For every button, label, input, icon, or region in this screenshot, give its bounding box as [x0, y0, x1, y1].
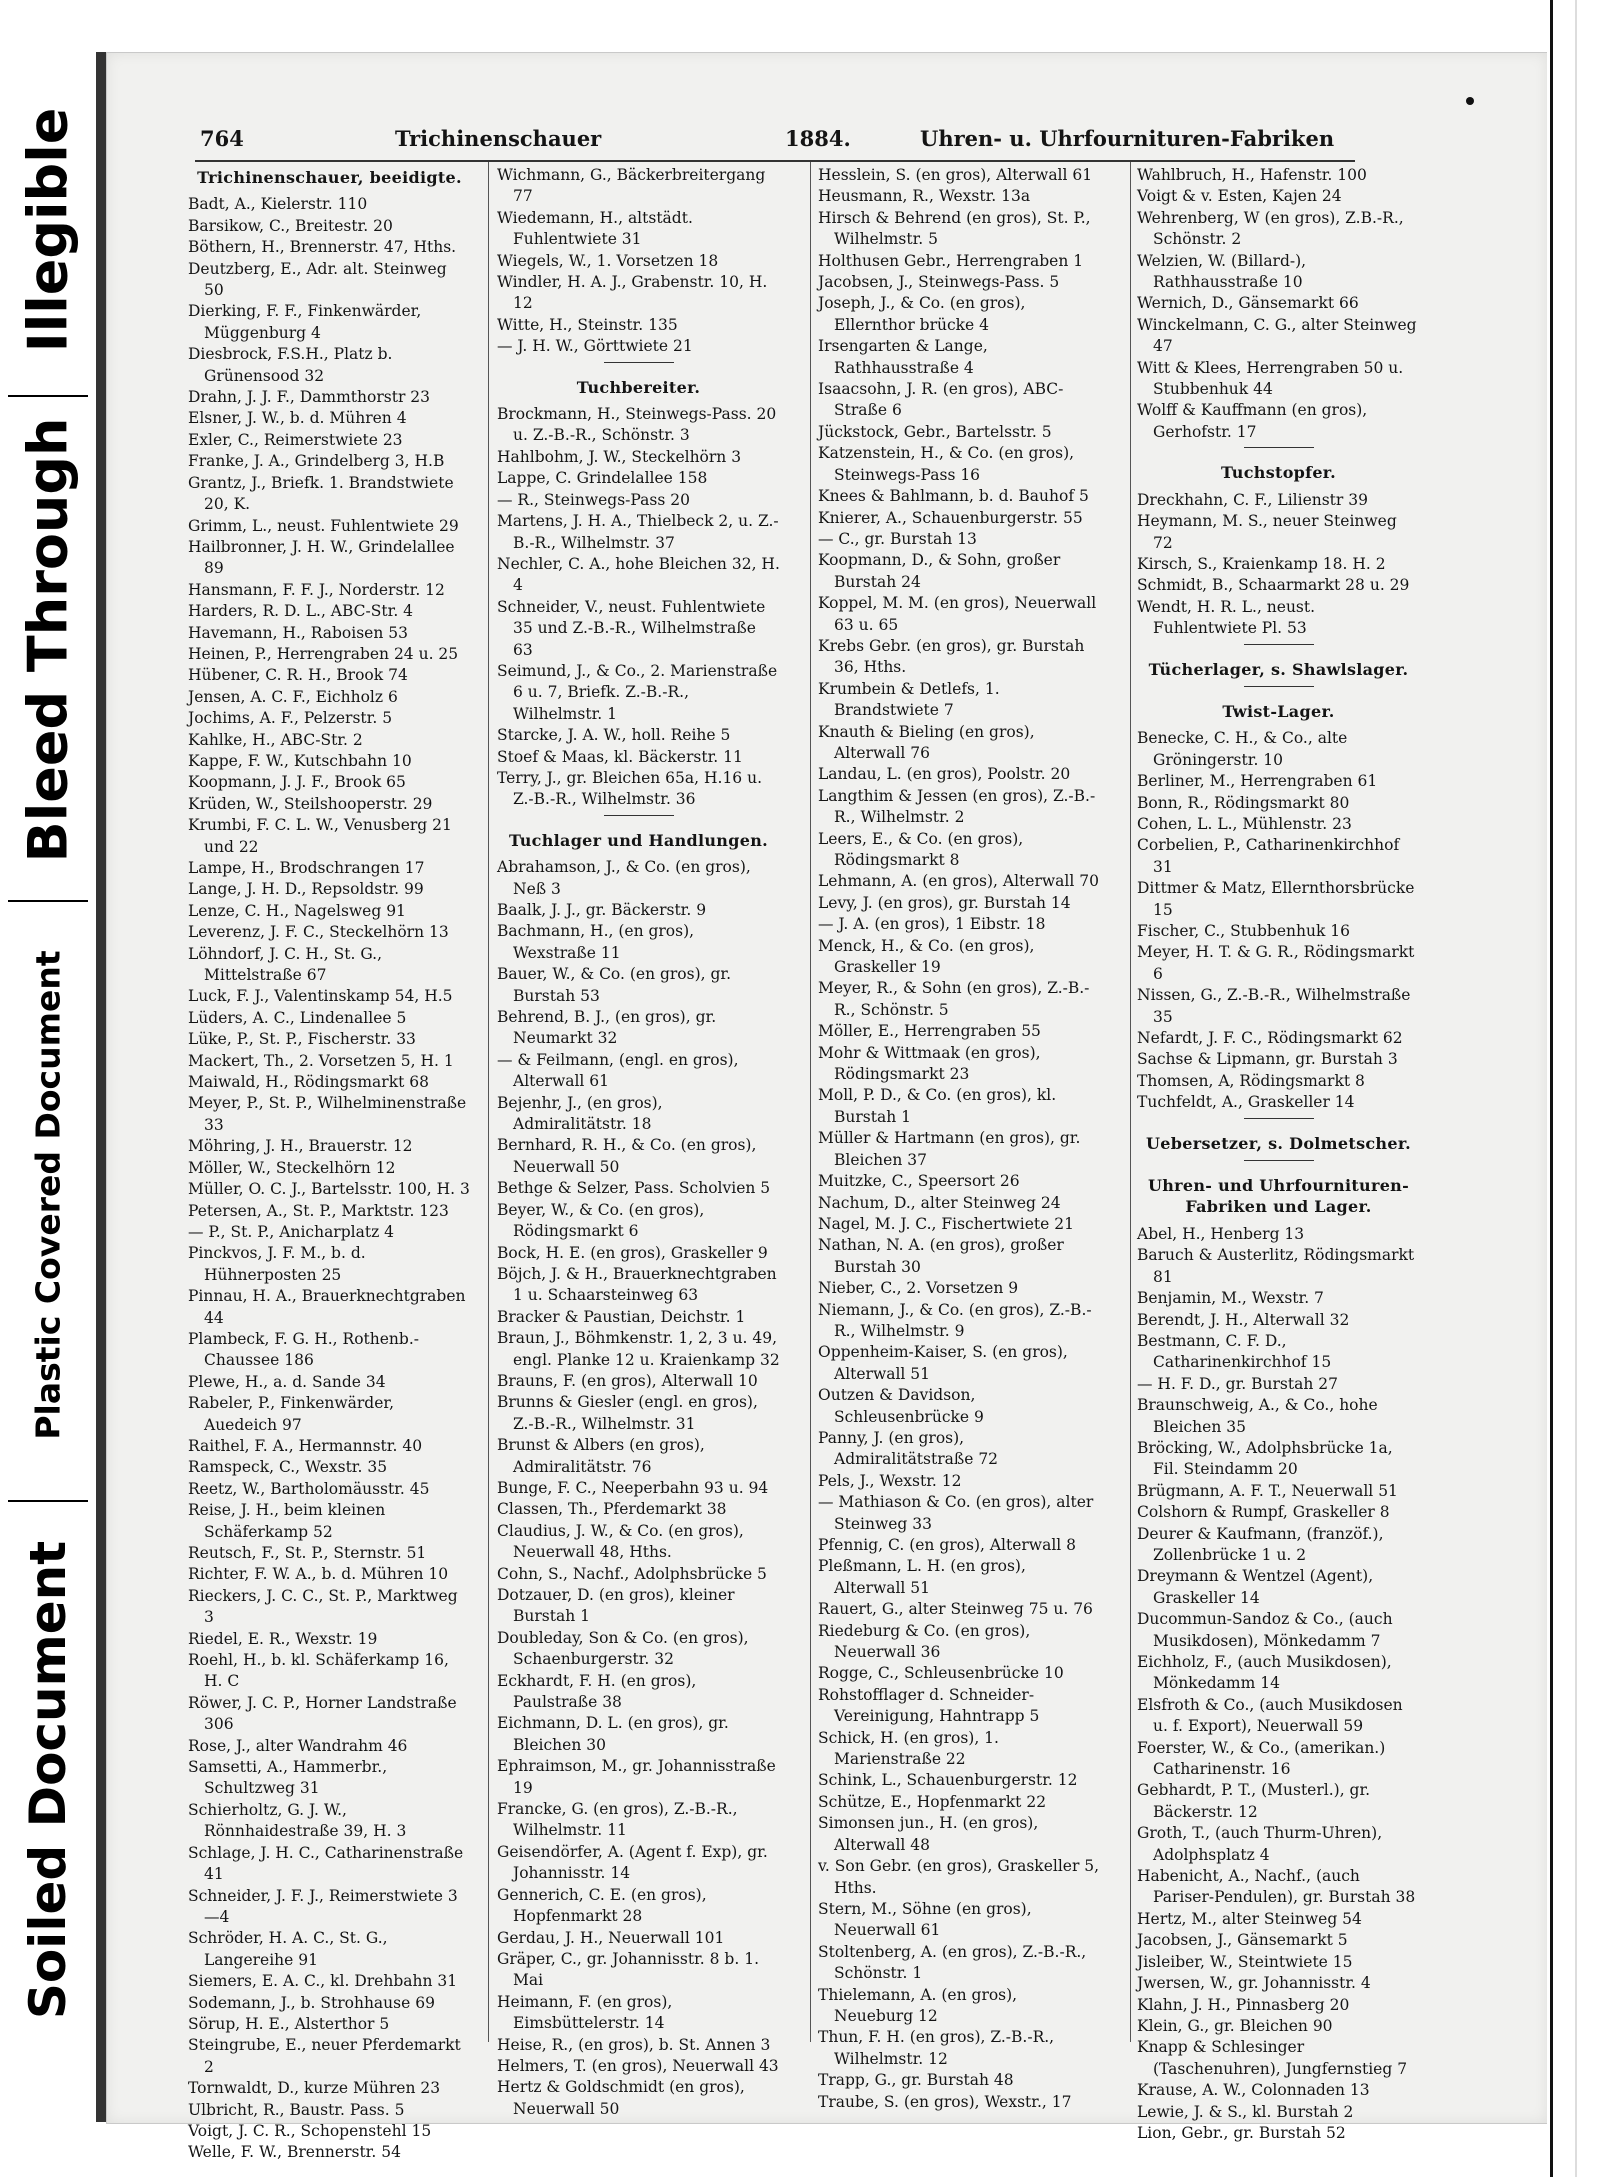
directory-entry: Hesslein, S. (en gros), Alterwall 61 — [818, 166, 1093, 184]
directory-entry: Steingrube, E., neuer Pferdemarkt 2 — [188, 2036, 461, 2076]
directory-entry: Menck, H., & Co. (en gros), Graskeller 19 — [818, 936, 1035, 977]
directory-entry: Berliner, M., Herrengraben 61 — [1137, 772, 1378, 791]
directory-entry: Hirsch & Behrend (en gros), St. P., Wilhelmstr. 5 — [818, 208, 1091, 249]
directory-entry: Brügmann, A. F. T., Neuerwall 51 — [1137, 1481, 1398, 1500]
directory-entry: Gerdau, J. H., Neuerwall 101 — [497, 1928, 725, 1947]
section-title: Tuchstopfer. — [1221, 463, 1336, 483]
directory-entry: Schmidt, B., Schaarmarkt 28 u. 29 — [1137, 576, 1410, 595]
directory-entry: Nathan, N. A. (en gros), großer Burstah 30 — [818, 1236, 1064, 1276]
directory-entry: Jacobsen, J., Gänsemarkt 5 — [1137, 1931, 1348, 1950]
directory-entry: Tuchfeldt, A., Graskeller 14 — [1137, 1093, 1355, 1112]
directory-entry: Möller, E., Herrengraben 55 — [818, 1022, 1041, 1041]
column-3 — [818, 165, 1101, 2111]
directory-entry: Heimann, F. (en gros), Eimsbüttelerstr. 14 — [497, 1992, 673, 2033]
entry-list — [1137, 165, 1420, 443]
directory-entry: Bock, H. E. (en gros), Graskeller 9 — [497, 1243, 768, 1262]
directory-entry: Plewe, H., a. d. Sande 34 — [188, 1372, 386, 1391]
section-rule — [604, 362, 674, 363]
directory-entry: Voigt & v. Esten, Kajen 24 — [1137, 187, 1342, 206]
directory-entry: Braun, J., Böhmkenstr. 1, 2, 3 u. 49, engl. Planke 12 u. Kraienkamp 32 — [497, 1329, 780, 1369]
directory-entry: Rogge, C., Schleusenbrücke 10 — [818, 1664, 1064, 1683]
plastic-covered-label: Plastic Covered Document — [28, 950, 67, 1440]
directory-entry: Bethge & Selzer, Pass. Scholvien 5 — [497, 1179, 771, 1198]
directory-entry: Gräper, C., gr. Johannisstr. 8 b. 1. Mai — [497, 1949, 760, 1990]
directory-entry: Terry, J., gr. Bleichen 65a, H.16 u. Z.-B.-R., Wilhelmstr. 36 — [497, 768, 762, 809]
directory-entry: Jochims, A. F., Pelzerstr. 5 — [188, 709, 393, 728]
section-rule — [1244, 1118, 1314, 1119]
directory-entry: Franke, J. A., Grindelberg 3, H.B — [188, 452, 445, 471]
directory-entry: Grimm, L., neust. Fuhlentwiete 29 — [188, 516, 459, 535]
directory-entry: Krumbein & Detlefs, 1. Brandstwiete 7 — [818, 679, 1000, 720]
directory-entry: Löhndorf, J. C. H., St. G., Mittelstraße 67 — [188, 944, 382, 985]
directory-entry: Brunst & Albers (en gros), Admiralitätstr. 76 — [497, 1436, 705, 1476]
directory-entry: Welle, F. W., Brennerstr. 54 — [188, 2143, 401, 2162]
column-1 — [188, 165, 471, 2162]
directory-entry: Panny, J. (en gros), Admiralitätstraße 72 — [818, 1428, 999, 1469]
directory-entry: Lüders, A. C., Lindenallee 5 — [188, 1008, 407, 1027]
directory-entry: Schink, L., Schauenburgerstr. 12 — [818, 1771, 1078, 1790]
directory-entry: Koopmann, J. J. F., Brook 65 — [188, 773, 406, 792]
directory-entry: Irsengarten & Lange, Rathhausstraße 4 — [818, 337, 988, 377]
directory-entry: Meyer, H. T. & G. R., Rödingsmarkt 6 — [1137, 943, 1415, 983]
scan-right-edge — [1547, 0, 1600, 2177]
directory-entry: Hertz, M., alter Steinweg 54 — [1137, 1909, 1362, 1928]
directory-entry: Nefardt, J. F. C., Rödingsmarkt 62 — [1137, 1029, 1403, 1048]
directory-entry: Holthusen Gebr., Herrengraben 1 — [818, 251, 1084, 270]
directory-entry: Levy, J. (en gros), gr. Burstah 14 — [818, 893, 1071, 912]
directory-entry: — P., St. P., Anicharplatz 4 — [188, 1222, 395, 1241]
directory-entry: Martens, J. H. A., Thielbeck 2, u. Z.-B.-R., Wilhelmstr. 37 — [497, 512, 779, 552]
directory-entry: Wolff & Kauffmann (en gros), Gerhofstr. 17 — [1137, 401, 1368, 441]
directory-entry: Bejenhr, J., (en gros), Admiralitätstr. 18 — [497, 1093, 663, 1134]
directory-entry: Koppel, M. M. (en gros), Neuerwall 63 u. 65 — [818, 594, 1097, 634]
directory-entry: Schneider, V., neust. Fuhlentwiete 35 und Z.-B.-R., Wilhelmstraße 63 — [497, 597, 766, 659]
directory-entry: Bachmann, H., (en gros), Wexstraße 11 — [497, 922, 695, 962]
directory-entry: Welzien, W. (Billard-), Rathhausstraße 10 — [1137, 251, 1307, 292]
directory-entry: Foerster, W., & Co., (amerikan.) Catharinenstr. 16 — [1137, 1738, 1386, 1779]
directory-entry: Pels, J., Wexstr. 12 — [818, 1471, 962, 1490]
directory-entry: — J. H. W., Görttwiete 21 — [497, 337, 693, 356]
directory-entry: Barsikow, C., Breitestr. 20 — [188, 216, 393, 235]
directory-entry: Riedel, E. R., Wexstr. 19 — [188, 1629, 378, 1648]
directory-entry: Kahlke, H., ABC-Str. 2 — [188, 730, 363, 749]
directory-entry: Bunge, F. C., Neeperbahn 93 u. 94 — [497, 1478, 769, 1497]
directory-entry: Krüden, W., Steilshooperstr. 29 — [188, 794, 433, 813]
directory-entry: Sachse & Lipmann, gr. Burstah 3 — [1137, 1050, 1398, 1069]
directory-entry: Meyer, P., St. P., Wilhelminenstraße 33 — [188, 1094, 467, 1134]
directory-entry: Winckelmann, C. G., alter Steinweg 47 — [1137, 315, 1417, 356]
entry-list — [188, 194, 471, 2163]
directory-entry: Drahn, J. J. F., Dammthorstr 23 — [188, 388, 431, 407]
directory-entry: Badt, A., Kielerstr. 110 — [188, 195, 368, 214]
directory-entry: Classen, Th., Pferdemarkt 38 — [497, 1500, 727, 1519]
directory-entry: Samsetti, A., Hammerbr., Schultzweg 31 — [188, 1758, 388, 1798]
directory-entry: Krause, A. W., Colonnaden 13 — [1137, 2081, 1370, 2100]
directory-entry: Bauer, W., & Co. (en gros), gr. Burstah 53 — [497, 965, 732, 1005]
directory-entry: Tornwaldt, D., kurze Mühren 23 — [188, 2079, 441, 2098]
directory-entry: Lappe, C. Grindelallee 158 — [497, 469, 708, 488]
directory-entry: Diesbrock, F.S.H., Platz b. Grünensood 32 — [188, 345, 393, 385]
directory-entry: Gennerich, C. E. (en gros), Hopfenmarkt 28 — [497, 1885, 707, 1926]
section-rule — [1244, 447, 1314, 448]
directory-entry: Krebs Gebr. (en gros), gr. Burstah 36, Hths. — [818, 636, 1085, 677]
directory-entry: Müller, O. C. J., Bartelsstr. 100, H. 3 — [188, 1180, 470, 1199]
directory-entry: Traube, S. (en gros), Wexstr., 17 — [818, 2092, 1072, 2111]
directory-entry: Joseph, J., & Co. (en gros), Ellernthor brücke 4 — [818, 294, 1026, 334]
entry-list — [497, 404, 780, 811]
directory-entry: Schlage, J. H. C., Catharinenstraße 41 — [188, 1843, 464, 1884]
directory-entry: — Mathiason & Co. (en gros), alter Steinweg 33 — [818, 1493, 1094, 1533]
directory-entry: Abel, H., Henberg 13 — [1137, 1224, 1305, 1243]
page-number: 764 — [200, 126, 244, 151]
directory-entry: Möller, W., Steckelhörn 12 — [188, 1158, 396, 1177]
section-title: Trichinenschauer, beeidigte. — [197, 168, 462, 187]
entry-list — [1137, 728, 1420, 1113]
directory-entry: Deutzberg, E., Adr. alt. Steinweg 50 — [188, 259, 447, 300]
directory-entry: — R., Steinwegs-Pass 20 — [497, 490, 690, 509]
directory-entry: — & Feilmann, (engl. en gros), Alterwall 61 — [497, 1050, 739, 1091]
directory-entry: Roehl, H., b. kl. Schäferkamp 16, H. C — [188, 1651, 449, 1691]
directory-entry: Leers, E., & Co. (en gros), Rödingsmarkt 8 — [818, 829, 1024, 869]
directory-entry: Ramspeck, C., Wexstr. 35 — [188, 1458, 388, 1477]
directory-entry: Bernhard, R. H., & Co. (en gros), Neuerwall 50 — [497, 1136, 757, 1176]
directory-entry: Rabeler, P., Finkenwärder, Auedeich 97 — [188, 1394, 395, 1434]
directory-entry: Outzen & Davidson, Schleusenbrücke 9 — [818, 1386, 984, 1426]
directory-entry: Dreckhahn, C. F., Lilienstr 39 — [1137, 490, 1368, 509]
entry-list — [497, 165, 780, 358]
directory-entry: Elsfroth & Co., (auch Musikdosen u. f. Export), Neuerwall 59 — [1137, 1695, 1403, 1736]
directory-entry: Hansmann, F. F. J., Norderstr. 12 — [188, 580, 445, 599]
directory-entry: Pinckvos, J. F. M., b. d. Hühnerposten 25 — [188, 1244, 366, 1284]
directory-entry: Böjch, J. & H., Brauerknechtgraben 1 u. Schaarsteinweg 63 — [497, 1264, 777, 1305]
directory-entry: Colshorn & Rumpf, Graskeller 8 — [1137, 1503, 1390, 1522]
directory-entry: Grantz, J., Briefk. 1. Brandstwiete 20, K. — [188, 473, 454, 514]
directory-entry: Wichmann, G., Bäckerbreitergang 77 — [497, 166, 766, 206]
section-title: Tuchlager und Handlungen. — [509, 830, 768, 850]
directory-entry: Fischer, C., Stubbenhuk 16 — [1137, 922, 1350, 940]
directory-entry: Voigt, J. C. R., Schopenstehl 15 — [188, 2121, 432, 2140]
directory-entry: Reetz, W., Bartholomäusstr. 45 — [188, 1479, 430, 1498]
directory-entry: Heusmann, R., Wexstr. 13a — [818, 187, 1031, 206]
directory-entry: Raithel, F. A., Hermannstr. 40 — [188, 1436, 423, 1455]
directory-entry: Bestmann, C. F. D., Catharinenkirchhof 15 — [1137, 1331, 1332, 1372]
directory-entry: — C., gr. Burstah 13 — [818, 529, 977, 548]
column-divider — [1130, 162, 1131, 2042]
directory-entry: Dierking, F. F., Finkenwärder, Müggenburg 4 — [188, 302, 422, 342]
directory-entry: Leverenz, J. F. C., Steckelhörn 13 — [188, 923, 449, 942]
directory-entry: Claudius, J. W., & Co. (en gros), Neuerwall 48, Hths. — [497, 1521, 744, 1562]
entry-list — [818, 165, 1101, 2113]
directory-entry: Lewie, J. & S., kl. Burstah 2 — [1137, 2102, 1354, 2121]
directory-entry: Ducommun-Sandoz & Co., (auch Musikdosen), Mönkedamm 7 — [1137, 1610, 1393, 1650]
directory-entry: Knapp & Schlesinger (Taschenuhren), Jungfernstieg 7 — [1137, 2038, 1408, 2078]
directory-entry: Knees & Bahlmann, b. d. Bauhof 5 — [818, 487, 1089, 506]
directory-entry: Windler, H. A. J., Grabenstr. 10, H. 12 — [497, 273, 768, 313]
directory-entry: — J. A. (en gros), 1 Eibstr. 18 — [818, 915, 1046, 934]
scan-edge-line — [1550, 0, 1553, 2177]
directory-entry: Eckhardt, F. H. (en gros), Paulstraße 38 — [497, 1671, 697, 1712]
directory-entry: Ephraimson, M., gr. Johannisstraße 19 — [497, 1757, 776, 1797]
directory-entry: Jacobsen, J., Steinwegs-Pass. 5 — [818, 273, 1060, 292]
directory-entry: Luck, F. J., Valentinskamp 54, H.5 — [188, 987, 453, 1006]
directory-entry: Meyer, R., & Sohn (en gros), Z.-B.-R., Schönstr. 5 — [818, 979, 1090, 1019]
directory-entry: Cohen, L. L., Mühlenstr. 23 — [1137, 814, 1352, 833]
directory-entry: Lange, J. H. D., Repsoldstr. 99 — [188, 880, 424, 899]
directory-entry: Schütze, E., Hopfenmarkt 22 — [818, 1792, 1047, 1811]
directory-entry: Braunschweig, A., & Co., hohe Bleichen 35 — [1137, 1396, 1378, 1436]
directory-entry: Klahn, J. H., Pinnasberg 20 — [1137, 1995, 1350, 2014]
directory-entry: Reise, J. H., beim kleinen Schäferkamp 52 — [188, 1501, 386, 1541]
directory-entry: Sodemann, J., b. Strohhause 69 — [188, 1993, 435, 2012]
directory-entry: Jisleiber, W., Steintwiete 15 — [1137, 1952, 1353, 1971]
directory-entry: Jwersen, W., gr. Johannisstr. 4 — [1137, 1974, 1371, 1993]
section-rule — [1244, 644, 1314, 645]
directory-entry: Moll, P. D., & Co. (en gros), kl. Burstah 1 — [818, 1086, 1057, 1126]
section-rule — [1244, 686, 1314, 687]
directory-entry: Baalk, J. J., gr. Bäckerstr. 9 — [497, 901, 707, 919]
directory-entry: Böthern, H., Brennerstr. 47, Hths. — [188, 238, 457, 257]
directory-entry: Bröcking, W., Adolphsbrücke 1a, Fil. Steindamm 20 — [1137, 1438, 1393, 1479]
directory-entry: Müller & Hartmann (en gros), gr. Bleichen 37 — [818, 1129, 1081, 1169]
directory-entry: Benecke, C. H., & Co., alte Gröningerstr. 10 — [1137, 729, 1348, 769]
directory-entry: Lion, Gebr., gr. Burstah 52 — [1137, 2123, 1346, 2142]
directory-entry: Rose, J., alter Wandrahm 46 — [188, 1736, 408, 1755]
directory-entry: — H. F. D., gr. Burstah 27 — [1137, 1374, 1338, 1393]
label-strip — [0, 0, 95, 2177]
directory-entry: Kappe, F. W., Kutschbahn 10 — [188, 751, 412, 770]
directory-entry: Oppenheim-Kaiser, S. (en gros), Alterwall 51 — [818, 1343, 1068, 1383]
directory-entry: Maiwald, H., Rödingsmarkt 68 — [188, 1073, 429, 1092]
directory-entry: Pinnau, H. A., Brauerknechtgraben 44 — [188, 1287, 466, 1327]
directory-entry: Doubleday, Son & Co. (en gros), Schaenburgerstr. 32 — [497, 1628, 749, 1669]
directory-entry: Pfennig, C. (en gros), Alterwall 8 — [818, 1536, 1077, 1554]
header-year: 1884. — [785, 126, 851, 151]
directory-entry: Muitzke, C., Speersort 26 — [818, 1172, 1020, 1191]
directory-entry: Groth, T., (auch Thurm-Uhren), Adolphsplatz 4 — [1137, 1824, 1383, 1864]
directory-entry: Trapp, G., gr. Burstah 48 — [818, 2071, 1014, 2090]
directory-entry: Stoltenberg, A. (en gros), Z.-B.-R., Schönstr. 1 — [818, 1942, 1087, 1983]
directory-entry: Wehrenberg, W (en gros), Z.B.-R., Schönstr. 2 — [1137, 208, 1404, 249]
directory-entry: Hertz & Goldschmidt (en gros), Neuerwall 50 — [497, 2078, 745, 2118]
section-title: Tuchbereiter. — [576, 377, 701, 397]
directory-entry: Benjamin, M., Wexstr. 7 — [1137, 1289, 1324, 1308]
directory-entry: Brauns, F. (en gros), Alterwall 10 — [497, 1371, 758, 1390]
ink-spot — [1466, 97, 1474, 105]
bleed-through-label: Bleed Through — [16, 417, 79, 863]
directory-entry: Mackert, Th., 2. Vorsetzen 5, H. 1 — [188, 1051, 454, 1070]
cross-reference: Tücherlager, s. Shawlslager. — [1148, 659, 1409, 679]
directory-entry: Wahlbruch, H., Hafenstr. 100 — [1137, 166, 1367, 184]
directory-entry: Isaacsohn, J. R. (en gros), ABC-Straße 6 — [818, 380, 1064, 420]
directory-entry: Reutsch, F., St. P., Sternstr. 51 — [188, 1544, 427, 1562]
directory-entry: Wiedemann, H., altstädt. Fuhlentwiete 31 — [497, 208, 693, 249]
directory-entry: Riedeburg & Co. (en gros), Neuerwall 36 — [818, 1621, 1031, 1662]
directory-entry: Hübener, C. R. H., Brook 74 — [188, 666, 408, 685]
section-title: Uhren- und Uhrfournituren-Fabriken und Lager. — [1147, 1176, 1410, 1217]
directory-entry: Landau, L. (en gros), Poolstr. 20 — [818, 765, 1071, 784]
directory-entry: Hahlbohm, J. W., Steckelhörn 3 — [497, 447, 742, 466]
directory-entry: Katzenstein, H., & Co. (en gros), Steinwegs-Pass 16 — [818, 444, 1075, 484]
directory-entry: Francke, G. (en gros), Z.-B.-R., Wilhelmstr. 11 — [497, 1800, 738, 1840]
directory-entry: Lehmann, A. (en gros), Alterwall 70 — [818, 872, 1099, 891]
directory-entry: Nissen, G., Z.-B.-R., Wilhelmstraße 35 — [1137, 986, 1411, 1026]
directory-entry: Ulbricht, R., Baustr. Pass. 5 — [188, 2100, 405, 2119]
directory-entry: Elsner, J. W., b. d. Mühren 4 — [188, 409, 407, 428]
directory-entry: Dotzauer, D. (en gros), kleiner Burstah 1 — [497, 1586, 735, 1626]
directory-entry: Nachum, D., alter Steinweg 24 — [818, 1193, 1061, 1212]
directory-entry: Harders, R. D. L., ABC-Str. 4 — [188, 602, 414, 621]
directory-entry: Krumbi, F. C. L. W., Venusberg 21 und 22 — [188, 816, 452, 856]
directory-entry: Nieber, C., 2. Vorsetzen 9 — [818, 1279, 1019, 1298]
directory-entry: Thielemann, A. (en gros), Neueburg 12 — [818, 1985, 1018, 2025]
section-title: Twist-Lager. — [1222, 701, 1335, 721]
directory-entry: Thun, F. H. (en gros), Z.-B.-R., Wilhelmstr. 12 — [818, 2028, 1055, 2068]
directory-entry: Bonn, R., Rödingsmarkt 80 — [1137, 793, 1350, 812]
directory-entry: Schröder, H. A. C., St. G., Langereihe 91 — [188, 1929, 388, 1969]
section-rule — [1244, 1160, 1314, 1161]
column-2 — [497, 165, 780, 2118]
directory-entry: Nagel, M. J. C., Fischertwiete 21 — [818, 1214, 1074, 1233]
directory-entry: Pleßmann, L. H. (en gros), Alterwall 51 — [818, 1557, 1026, 1597]
directory-entry: Langthim & Jessen (en gros), Z.-B.-R., Wilhelmstr. 2 — [818, 786, 1096, 827]
directory-entry: Abrahamson, J., & Co. (en gros), Neß 3 — [497, 858, 751, 898]
directory-entry: Heise, R., (en gros), b. St. Annen 3 — [497, 2035, 771, 2054]
directory-entry: Witte, H., Steinstr. 135 — [497, 315, 678, 334]
directory-entry: Knauth & Bieling (en gros), Alterwall 76 — [818, 722, 1035, 762]
directory-entry: Witt & Klees, Herrengraben 50 u. Stubbenhuk 44 — [1137, 358, 1404, 399]
directory-entry: Simonsen jun., H. (en gros), Alterwall 48 — [818, 1814, 1039, 1854]
directory-entry: Geisendörfer, A. (Agent f. Exp), gr. Johannisstr. 14 — [497, 1842, 768, 1883]
directory-entry: Eichholz, F., (auch Musikdosen), Mönkedamm 14 — [1137, 1653, 1392, 1693]
directory-entry: Beyer, W., & Co. (en gros), Rödingsmarkt 6 — [497, 1200, 705, 1241]
directory-entry: Schierholtz, G. J. W., Rönnhaidestraße 39, H. 3 — [188, 1800, 407, 1841]
section-rule — [604, 815, 674, 816]
directory-entry: Baruch & Austerlitz, Rödingsmarkt 81 — [1137, 1246, 1415, 1286]
scan-edge-line-faint — [1575, 0, 1577, 2177]
directory-entry: Niemann, J., & Co. (en gros), Z.-B.-R., Wilhelmstr. 9 — [818, 1300, 1092, 1340]
entry-list — [1137, 1224, 1420, 2144]
column-4 — [1137, 165, 1420, 2142]
directory-entry: Koopmann, D., & Sohn, großer Burstah 24 — [818, 551, 1061, 591]
directory-entry: Bracker & Paustian, Deichstr. 1 — [497, 1307, 746, 1326]
directory-entry: Seimund, J., & Co., 2. Marienstraße 6 u. 7, Briefk. Z.-B.-R., Wilhelmstr. 1 — [497, 661, 778, 723]
directory-entry: Stern, M., Söhne (en gros), Neuerwall 61 — [818, 1899, 1032, 1940]
directory-entry: Gebhardt, P. T., (Musterl.), gr. Bäckerstr. 12 — [1137, 1781, 1371, 1821]
directory-entry: Heymann, M. S., neuer Steinweg 72 — [1137, 512, 1397, 552]
directory-entry: Wernich, D., Gänsemarkt 66 — [1137, 294, 1359, 313]
directory-entry: Dittmer & Matz, Ellernthorsbrücke 15 — [1137, 879, 1415, 919]
directory-entry: Rauert, G., alter Steinweg 75 u. 76 — [818, 1600, 1093, 1619]
directory-entry: Lampe, H., Brodschrangen 17 — [188, 859, 425, 877]
directory-entry: Knierer, A., Schauenburgerstr. 55 — [818, 508, 1083, 527]
directory-entry: Exler, C., Reimerstwiete 23 — [188, 430, 403, 449]
soiled-document-label: Soiled Document — [18, 1540, 77, 2020]
directory-entry: Röwer, J. C. P., Horner Landstraße 306 — [188, 1693, 457, 1734]
directory-entry: Schick, H. (en gros), 1. Marienstraße 22 — [818, 1728, 999, 1769]
directory-entry: Berendt, J. H., Alterwall 32 — [1137, 1310, 1350, 1329]
directory-entry: Rieckers, J. C. C., St. P., Marktweg 3 — [188, 1586, 458, 1627]
entry-list — [1137, 490, 1420, 640]
directory-entry: Cohn, S., Nachf., Adolphsbrücke 5 — [497, 1564, 767, 1583]
directory-entry: Mohr & Wittmaak (en gros), Rödingsmarkt 23 — [818, 1043, 1041, 1084]
entry-list — [497, 857, 780, 2120]
directory-entry: Siemers, E. A. C., kl. Drehbahn 31 — [188, 1972, 458, 1991]
column-divider — [488, 162, 489, 2042]
directory-entry: Sörup, H. E., Alsterthor 5 — [188, 2014, 390, 2033]
header-left-title: Trichinenschauer — [395, 126, 602, 151]
header-right-title: Uhren- u. Uhrfournituren-Fabriken — [920, 126, 1335, 151]
directory-entry: Havemann, H., Raboisen 53 — [188, 623, 408, 642]
directory-entry: Corbelien, P., Catharinenkirchhof 31 — [1137, 836, 1400, 876]
directory-entry: Habenicht, A., Nachf., (auch Pariser-Pendulen), gr. Burstah 38 — [1137, 1867, 1416, 1907]
directory-entry: v. Son Gebr. (en gros), Graskeller 5, Hths. — [818, 1857, 1100, 1897]
column-divider — [810, 162, 811, 2042]
directory-entry: Wendt, H. R. L., neust. Fuhlentwiete Pl. 53 — [1137, 597, 1316, 638]
directory-entry: Brockmann, H., Steinwegs-Pass. 20 u. Z.-B.-R., Schönstr. 3 — [497, 405, 777, 445]
cross-reference: Uebersetzer, s. Dolmetscher. — [1146, 1133, 1411, 1153]
directory-entry: Deurer & Kaufmann, (franzöf.), Zollenbrücke 1 u. 2 — [1137, 1524, 1384, 1564]
directory-entry: Hailbronner, J. H. W., Grindelallee 89 — [188, 537, 455, 578]
directory-entry: Möhring, J. H., Brauerstr. 12 — [188, 1137, 413, 1156]
directory-entry: Petersen, A., St. P., Marktstr. 123 — [188, 1201, 449, 1220]
directory-entry: Plambeck, F. G. H., Rothenb.-Chaussee 186 — [188, 1329, 419, 1370]
directory-entry: Starcke, J. A. W., holl. Reihe 5 — [497, 726, 731, 745]
directory-entry: Rohstofflager d. Schneider-Vereinigung, Hahntrapp 5 — [818, 1685, 1040, 1726]
directory-entry: Richter, F. W. A., b. d. Mühren 10 — [188, 1565, 449, 1584]
directory-entry: Kirsch, S., Kraienkamp 18. H. 2 — [1137, 554, 1386, 573]
directory-entry: Helmers, T. (en gros), Neuerwall 43 — [497, 2056, 779, 2075]
header-rule — [195, 160, 1355, 162]
directory-entry: Behrend, B. J., (en gros), gr. Neumarkt 32 — [497, 1008, 717, 1048]
directory-entry: Klein, G., gr. Bleichen 90 — [1137, 2016, 1333, 2035]
directory-entry: Jückstock, Gebr., Bartelsstr. 5 — [818, 422, 1052, 441]
directory-entry: Eichmann, D. L. (en gros), gr. Bleichen 30 — [497, 1714, 729, 1754]
directory-entry: Dreymann & Wentzel (Agent), Graskeller 14 — [1137, 1567, 1374, 1607]
directory-entry: Nechler, C. A., hohe Bleichen 32, H. 4 — [497, 554, 780, 595]
directory-entry: Thomsen, A, Rödingsmarkt 8 — [1137, 1071, 1365, 1090]
page-header — [200, 118, 1360, 158]
directory-entry: Jensen, A. C. F., Eichholz 6 — [188, 687, 398, 706]
directory-entry: Wiegels, W., 1. Vorsetzen 18 — [497, 251, 719, 270]
directory-entry: Lüke, P., St. P., Fischerstr. 33 — [188, 1030, 416, 1049]
directory-entry: Lenze, C. H., Nagelsweg 91 — [188, 901, 406, 920]
directory-entry: Stoef & Maas, kl. Bäckerstr. 11 — [497, 747, 743, 766]
directory-entry: Heinen, P., Herrengraben 24 u. 25 — [188, 644, 459, 663]
directory-entry: Brunns & Giesler (engl. en gros), Z.-B.-R., Wilhelmstr. 31 — [497, 1393, 758, 1433]
directory-entry: Schneider, J. F. J., Reimerstwiete 3—4 — [188, 1886, 458, 1926]
illegible-label: Illegible — [16, 107, 79, 353]
